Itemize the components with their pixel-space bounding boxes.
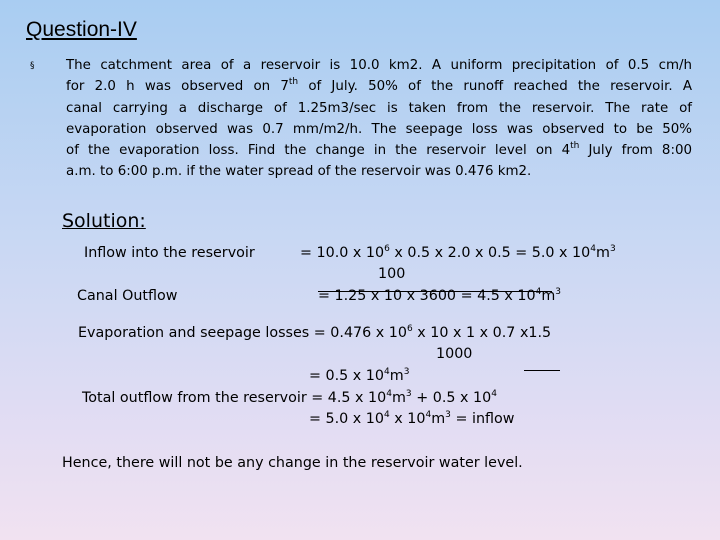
inflow-label: Inflow into the reservoir [84,245,255,261]
evaporation-equation: Evaporation and seepage losses = 0.476 x $10^6$ x 10 x 1 x 0.7 x1.5 [78,324,552,341]
question-line: of the evaporation loss. Find the change in the reservoir level on 4th July from 8:00 [66,141,692,159]
question-line: The catchment area of a reservoir is 10.0 km2. A uniform precipitation of 0.5 cm/h [66,58,692,73]
total-outflow-result: = 5.0 x $10^4$ x $10^4m^3$ = inflow [309,410,515,427]
question-line: for 2.0 h was observed on 7th of July. 50% of the runoff reached the reservoir. A [66,77,692,95]
inflow-equation: = 10.0 x $10^6$ x 0.5 x 2.0 x 0.5 = 5.0 x $10^4m^3$ [300,244,616,261]
solution-heading: Solution: [62,210,146,232]
outflow-label: Canal Outflow [77,288,178,304]
question-line: evaporation observed was 0.7 mm/m2/h. The seepage loss was observed to be 50% [66,121,692,137]
outflow-equation: = 1.25 x 10 x 3600 = 4.5 x $10^4m^3$ [318,287,561,304]
evaporation-result: = 0.5 x $10^4m^3$ [309,367,410,384]
bullet-marker: § [30,61,35,71]
inflow-denominator: 100 [378,266,406,282]
fraction-line [524,370,560,371]
question-title: Question-IV [26,18,137,41]
question-line: a.m. to 6:00 p.m. if the water spread of the reservoir was 0.476 km2. [66,164,532,180]
question-line: canal carrying a discharge of 1.25m3/sec is taken from the reservoir. The rate of [66,100,692,116]
evaporation-denominator: 1000 [436,346,473,362]
question-text [66,55,692,183]
conclusion-text: Hence, there will not be any change in the reservoir water level. [62,455,523,471]
total-outflow-equation: Total outflow from the reservoir = 4.5 x $10^4m^3 + 0.5$ x $10^4$ [82,389,497,406]
